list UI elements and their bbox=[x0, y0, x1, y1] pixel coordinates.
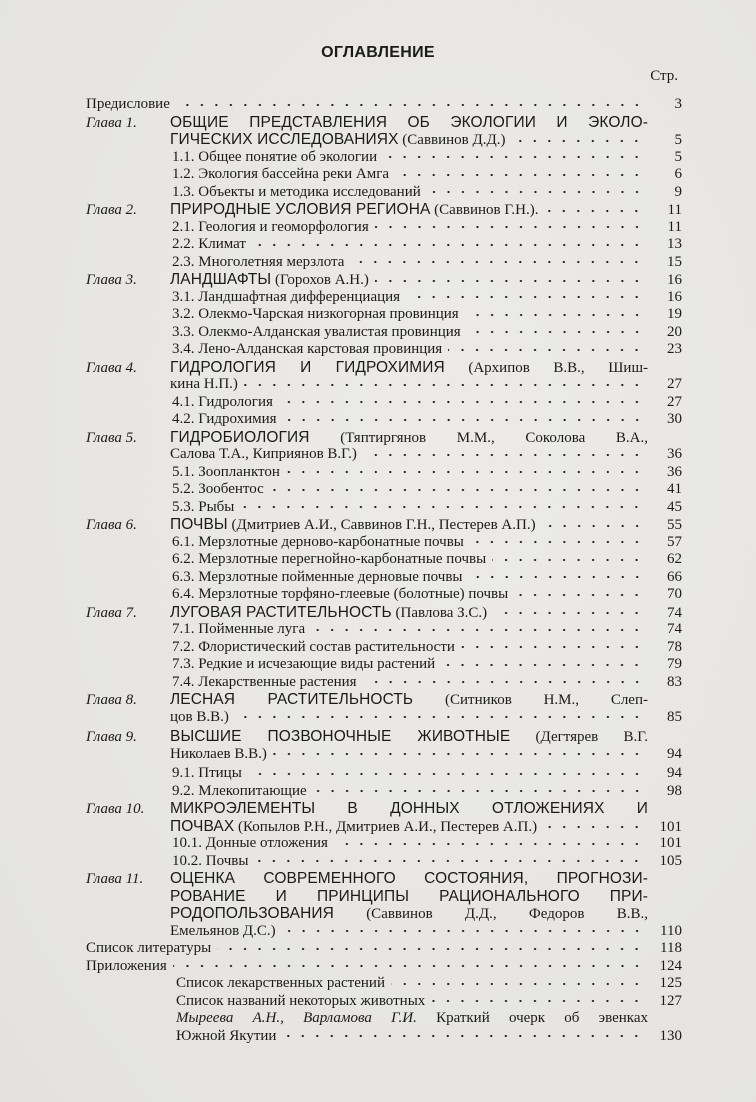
dot-leader bbox=[240, 502, 644, 512]
chapter-title: ГИЧЕСКИХ ИССЛЕДОВАНИЯХ bbox=[170, 131, 399, 148]
toc-chapter-line bbox=[86, 114, 682, 132]
toc-sec-line bbox=[86, 166, 682, 184]
toc-sec-line bbox=[86, 236, 682, 254]
dot-leader bbox=[383, 152, 644, 162]
chapter-title: ЛАНДШАФТЫ bbox=[170, 271, 272, 288]
page-number: 70 bbox=[667, 586, 682, 602]
toc-top-line bbox=[86, 940, 682, 958]
entry-text: Список названий некоторых животных bbox=[176, 992, 426, 1009]
entry-text: (Саввинов Г.Н.). bbox=[430, 202, 539, 218]
toc-sec-line bbox=[86, 783, 682, 801]
entry-text: (Саввинов Д.Д.) bbox=[398, 132, 506, 148]
dot-leader bbox=[248, 769, 644, 779]
page-number: 19 bbox=[667, 306, 682, 322]
page-number: 16 bbox=[667, 288, 682, 305]
toc-chapter-line bbox=[86, 728, 682, 746]
page-number: 101 bbox=[659, 835, 682, 851]
chapter-label: Глава 11. bbox=[86, 871, 144, 887]
toc-chapter-line bbox=[86, 870, 682, 888]
toc-sec-line bbox=[86, 569, 682, 587]
toc-sec-line bbox=[86, 219, 682, 237]
toc-top-line bbox=[86, 958, 682, 976]
page-number: 16 bbox=[667, 272, 682, 288]
dot-leader bbox=[544, 206, 644, 216]
dot-leader bbox=[173, 961, 644, 971]
page-number: 20 bbox=[667, 323, 682, 340]
entry-text: 7.2. Флористический состав растительности bbox=[172, 638, 455, 655]
dot-leader bbox=[543, 822, 644, 832]
page-number: 124 bbox=[659, 957, 682, 974]
toc-cont-line bbox=[86, 746, 682, 764]
toc-sec-line bbox=[86, 853, 682, 871]
entry-text: Краткий очерк об эвенках bbox=[416, 1010, 648, 1026]
chapter-title: ОБЩИЕ ПРЕДСТАВЛЕНИЯ ОБ ЭКОЛОГИИ И ЭКОЛО- bbox=[170, 113, 648, 131]
chapter-title: ПРИРОДНЫЕ УСЛОВИЯ РЕГИОНА bbox=[170, 201, 431, 218]
entry-text: 9.2. Млекопитающие bbox=[172, 782, 307, 799]
entry-text: 2.1. Геология и геоморфология bbox=[172, 218, 369, 235]
page-number: 13 bbox=[667, 236, 682, 252]
entry-text: 6.4. Мерзлотные торфяно-глеевые (болотные) почвы bbox=[172, 586, 509, 602]
toc-sec-line bbox=[86, 324, 682, 342]
page-number: 85 bbox=[667, 708, 682, 725]
entry-text: 3.4. Лено-Алданская карстовая провинция bbox=[172, 341, 443, 357]
entry-text: 10.2. Почвы bbox=[172, 852, 249, 869]
toc-sec-line bbox=[86, 464, 682, 482]
toc-sec-line bbox=[86, 481, 682, 499]
toc-chapter-line bbox=[86, 271, 682, 289]
entry-text: (Дегтярев В.Г. bbox=[510, 729, 648, 745]
dot-leader bbox=[176, 100, 644, 110]
dot-leader bbox=[375, 222, 644, 232]
entry-text: Приложения bbox=[86, 957, 167, 974]
page-number: 3 bbox=[674, 96, 682, 112]
entry-text: 1.3. Объекты и методика исследований bbox=[172, 183, 421, 200]
entry-text: (Копылов Р.Н., Дмитриев А.И., Пестерев А.П.) bbox=[234, 818, 538, 835]
table-of-contents bbox=[86, 96, 682, 1045]
chapter-title: ОЦЕНКА СОВРЕМЕННОГО СОСТОЯНИЯ, ПРОГНОЗИ- bbox=[170, 870, 648, 887]
chapter-title: ПОЧВАХ bbox=[170, 817, 235, 835]
entry-text: Салова Т.А., Киприянов В.Г.) bbox=[170, 446, 357, 462]
page-number: 11 bbox=[667, 218, 682, 235]
toc-sec-line bbox=[86, 621, 682, 639]
dot-leader bbox=[334, 839, 644, 849]
dot-leader bbox=[286, 467, 644, 477]
entry-text: Николаев В.В.) bbox=[170, 745, 267, 762]
dot-leader bbox=[431, 996, 644, 1006]
chapter-label: Глава 10. bbox=[86, 801, 145, 817]
entry-text: 5.1. Зоопланктон bbox=[172, 463, 280, 480]
chapter-title: РОДОПОЛЬЗОВАНИЯ bbox=[170, 905, 334, 922]
toc-chapter-line bbox=[86, 691, 682, 709]
toc-sec-line bbox=[86, 254, 682, 272]
entry-text: 7.1. Пойменные луга bbox=[172, 621, 306, 637]
chapter-title: ЛЕСНАЯ РАСТИТЕЛЬНОСТЬ bbox=[170, 691, 414, 708]
page-number: 78 bbox=[667, 638, 682, 655]
toc-sec-line bbox=[86, 586, 682, 604]
entry-text: 4.2. Гидрохимия bbox=[172, 411, 277, 427]
page-number: 98 bbox=[667, 782, 682, 799]
toc-chapter-line bbox=[86, 604, 682, 622]
dot-leader bbox=[511, 136, 644, 146]
chapter-label: Глава 7. bbox=[86, 604, 137, 621]
entry-text: (Павлова З.С.) bbox=[391, 604, 488, 621]
toc-sec-line bbox=[86, 411, 682, 429]
chapter-title: ГИДРОБИОЛОГИЯ bbox=[170, 428, 310, 446]
page-number: 79 bbox=[667, 656, 682, 672]
dot-leader bbox=[363, 677, 644, 687]
chapter-label: Глава 2. bbox=[86, 202, 137, 218]
toc-sec-line bbox=[86, 835, 682, 853]
dot-leader bbox=[469, 572, 645, 582]
dot-leader bbox=[363, 450, 644, 460]
entry-text: 2.3. Многолетняя мерзлота bbox=[172, 253, 345, 270]
toc-chapter-line bbox=[86, 359, 682, 377]
chapter-title: ГИДРОЛОГИЯ И ГИДРОХИМИЯ bbox=[170, 358, 445, 376]
dot-leader bbox=[235, 712, 644, 722]
toc-top-line bbox=[86, 96, 682, 114]
chapter-label: Глава 6. bbox=[86, 517, 137, 533]
dot-leader bbox=[252, 240, 644, 250]
page-number: 101 bbox=[659, 818, 682, 835]
page-number: 5 bbox=[674, 148, 682, 165]
dot-leader bbox=[467, 327, 644, 337]
dot-leader bbox=[375, 276, 644, 286]
entry-text: (Архипов В.В., Шиш- bbox=[444, 359, 648, 376]
entry-text: Список литературы bbox=[86, 940, 212, 956]
page-number: 83 bbox=[667, 673, 682, 690]
dot-leader bbox=[493, 608, 644, 618]
dot-leader bbox=[391, 979, 644, 989]
chapter-label: Глава 5. bbox=[86, 429, 137, 446]
page-number: 74 bbox=[667, 604, 682, 621]
chapter-title: МИКРОЭЛЕМЕНТЫ В ДОННЫХ ОТЛОЖЕНИЯХ И bbox=[170, 800, 648, 817]
toc-cont-line bbox=[86, 818, 682, 836]
page-number: 11 bbox=[667, 202, 682, 218]
chapter-label: Глава 1. bbox=[86, 114, 137, 131]
dot-leader bbox=[542, 521, 644, 531]
page-number: 30 bbox=[667, 411, 682, 427]
page-number: 27 bbox=[667, 376, 682, 392]
page-number: 6 bbox=[674, 166, 682, 182]
entry-text: 3.3. Олекмо-Алданская увалистая провинция bbox=[172, 323, 461, 340]
dot-leader bbox=[461, 642, 644, 652]
page-number: 130 bbox=[659, 1027, 682, 1044]
toc-sec-line bbox=[86, 765, 682, 783]
entry-text: 7.3. Редкие и исчезающие виды растений bbox=[172, 656, 436, 672]
dot-leader bbox=[406, 292, 644, 302]
entry-text: 10.1. Донные отложения bbox=[172, 835, 328, 851]
toc-cont-line bbox=[86, 446, 682, 464]
toc-sec-line bbox=[86, 394, 682, 412]
page-number: 127 bbox=[659, 992, 682, 1009]
toc-sec-line bbox=[86, 499, 682, 517]
entry-text: 6.2. Мерзлотные перегнойно-карбонатные почвы bbox=[172, 551, 487, 567]
page-number: 110 bbox=[660, 922, 682, 939]
dot-leader bbox=[470, 537, 644, 547]
page-column-label: Стр. bbox=[650, 68, 678, 84]
dot-leader bbox=[395, 170, 644, 180]
entry-text: 6.3. Мерзлотные пойменные дерновые почвы bbox=[172, 568, 463, 585]
toc-chapter-line bbox=[86, 201, 682, 219]
page-number: 94 bbox=[667, 765, 682, 781]
chapter-title: ВЫСШИЕ ПОЗВОНОЧНЫЕ ЖИВОТНЫЕ bbox=[170, 728, 511, 745]
page-number: 118 bbox=[660, 940, 682, 956]
toc-sec-line bbox=[86, 656, 682, 674]
dot-leader bbox=[465, 310, 644, 320]
toc-chapter-line bbox=[86, 800, 682, 818]
toc-sec-line bbox=[86, 551, 682, 569]
dot-leader bbox=[313, 786, 644, 796]
entry-text: 2.2. Климат bbox=[172, 236, 246, 252]
toc-chapter-line bbox=[86, 429, 682, 447]
author-names: Мыреева А.Н., Варламова Г.И. bbox=[176, 1010, 417, 1026]
dot-leader bbox=[492, 555, 644, 565]
toc-sec-line bbox=[86, 184, 682, 202]
dot-leader bbox=[217, 944, 644, 954]
dot-leader bbox=[514, 590, 644, 600]
entry-text: 9.1. Птицы bbox=[172, 765, 242, 781]
toc-chapter-line bbox=[86, 516, 682, 534]
entry-text: 5.3. Рыбы bbox=[172, 498, 235, 515]
entry-text: Емельянов Д.С.) bbox=[170, 922, 276, 939]
dot-leader bbox=[282, 1031, 644, 1041]
page-number: 23 bbox=[667, 341, 682, 357]
toc-sec-line bbox=[86, 149, 682, 167]
toc-cont-line bbox=[86, 709, 682, 727]
page-number: 66 bbox=[667, 568, 682, 585]
dot-leader bbox=[244, 380, 644, 390]
entry-text: Список лекарственных растений bbox=[176, 975, 385, 991]
page-number: 36 bbox=[667, 463, 682, 480]
toc-app-line bbox=[86, 993, 682, 1011]
dot-leader bbox=[273, 749, 644, 759]
dot-leader bbox=[350, 257, 644, 267]
chapter-title: ПОЧВЫ bbox=[170, 516, 228, 533]
page-number: 45 bbox=[667, 498, 682, 515]
entry-text: 4.1. Гидрология bbox=[172, 393, 273, 410]
page-number: 36 bbox=[667, 446, 682, 462]
toc-app-line bbox=[86, 1028, 682, 1046]
entry-text: кина Н.П.) bbox=[170, 376, 238, 392]
dot-leader bbox=[448, 345, 644, 355]
entry-text: 5.2. Зообентос bbox=[172, 481, 264, 497]
page-number: 94 bbox=[667, 745, 682, 762]
entry-text: (Ситников Н.М., Слеп- bbox=[413, 692, 648, 708]
entry-text: Предисловие bbox=[86, 96, 170, 112]
chapter-label: Глава 4. bbox=[86, 359, 137, 376]
dot-leader bbox=[270, 485, 644, 495]
entry-text: (Тяптиргянов М.М., Соколова В.А., bbox=[309, 429, 648, 446]
dot-leader bbox=[282, 926, 644, 936]
toc-cont-line bbox=[86, 923, 682, 941]
chapter-label: Глава 3. bbox=[86, 272, 137, 288]
page-number: 57 bbox=[667, 533, 682, 550]
chapter-label: Глава 8. bbox=[86, 692, 137, 708]
dot-leader bbox=[254, 856, 644, 866]
toc-cont-line bbox=[86, 888, 682, 906]
dot-leader bbox=[441, 660, 644, 670]
toc-cont-line bbox=[86, 905, 682, 923]
entry-text: цов В.В.) bbox=[170, 708, 229, 725]
page-number: 125 bbox=[659, 975, 682, 991]
entry-text: 1.1. Общее понятие об экологии bbox=[172, 148, 378, 165]
entry-text: 1.2. Экология бассейна реки Амга bbox=[172, 166, 390, 182]
dot-leader bbox=[283, 415, 644, 425]
page-title: ОГЛАВЛЕНИЕ bbox=[321, 44, 435, 61]
page-number: 105 bbox=[659, 852, 682, 869]
chapter-label: Глава 9. bbox=[86, 729, 137, 745]
page-number: 27 bbox=[667, 393, 682, 410]
toc-cont-line bbox=[86, 376, 682, 394]
entry-text: 7.4. Лекарственные растения bbox=[172, 673, 357, 690]
chapter-title: РОВАНИЕ И ПРИНЦИПЫ РАЦИОНАЛЬНОГО ПРИ- bbox=[170, 887, 648, 905]
chapter-title: ЛУГОВАЯ РАСТИТЕЛЬНОСТЬ bbox=[170, 603, 392, 621]
page-number: 62 bbox=[667, 551, 682, 567]
entry-text: Южной Якутии bbox=[176, 1027, 277, 1044]
toc-sec-line bbox=[86, 341, 682, 359]
toc-sec-line bbox=[86, 534, 682, 552]
dot-leader bbox=[427, 187, 644, 197]
toc-sec-line bbox=[86, 289, 682, 307]
toc-app-line bbox=[86, 975, 682, 993]
dot-leader bbox=[311, 625, 644, 635]
entry-text: (Дмитриев А.И., Саввинов Г.Н., Пестерев А.П.) bbox=[227, 517, 536, 533]
page-number: 55 bbox=[667, 517, 682, 533]
dot-leader bbox=[279, 397, 644, 407]
entry-text: (Саввинов Д.Д., Федоров В.В., bbox=[333, 906, 648, 922]
page-number: 74 bbox=[667, 621, 682, 637]
page-number: 15 bbox=[667, 253, 682, 270]
page-number: 41 bbox=[667, 481, 682, 497]
toc-sec-line bbox=[86, 639, 682, 657]
page-number: 5 bbox=[674, 132, 682, 148]
page-number: 9 bbox=[674, 183, 682, 200]
toc-sec-line bbox=[86, 674, 682, 692]
entry-text: (Горохов А.Н.) bbox=[271, 272, 369, 288]
toc-app-line bbox=[86, 1010, 682, 1028]
toc-cont-line bbox=[86, 131, 682, 149]
toc-sec-line bbox=[86, 306, 682, 324]
entry-text: 3.1. Ландшафтная дифференциация bbox=[172, 288, 401, 305]
entry-text: 3.2. Олекмо-Чарская низкогорная провинция bbox=[172, 306, 459, 322]
entry-text: 6.1. Мерзлотные дерново-карбонатные почвы bbox=[172, 533, 464, 550]
